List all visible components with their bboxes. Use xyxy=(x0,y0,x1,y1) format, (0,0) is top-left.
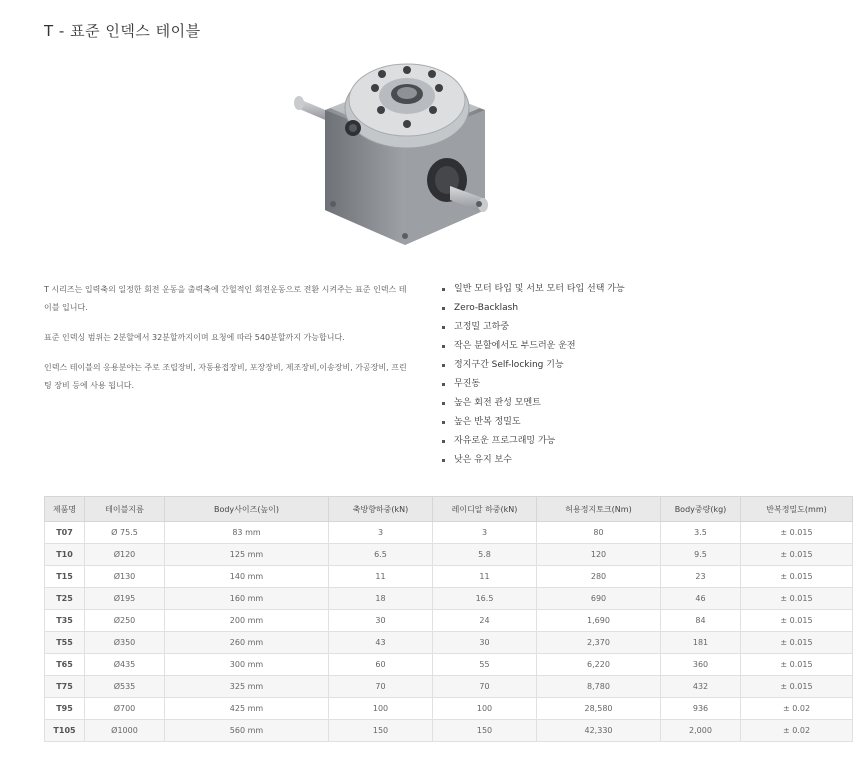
cell-model: T65 xyxy=(45,654,85,676)
header-axial-load: 축방향하중(kN) xyxy=(329,497,433,522)
cell-radial-load: 70 xyxy=(433,676,537,698)
table-row xyxy=(45,676,853,698)
cell-radial-load: 16.5 xyxy=(433,588,537,610)
table-row xyxy=(45,588,853,610)
header-body-size: Body사이즈(높이) xyxy=(165,497,329,522)
cell-holding-torque: 6,220 xyxy=(537,654,661,676)
cell-repeatability: ± 0.015 xyxy=(741,566,853,588)
feature-item: 정지구간 Self-locking 기능 xyxy=(440,358,770,377)
feature-item: 자유로운 프로그래밍 가능 xyxy=(440,434,770,453)
table-row xyxy=(45,522,853,544)
table-row xyxy=(45,610,853,632)
cell-repeatability: ± 0.015 xyxy=(741,610,853,632)
cell-body-weight: 46 xyxy=(661,588,741,610)
table-row xyxy=(45,544,853,566)
table-row xyxy=(45,566,853,588)
cell-axial-load: 150 xyxy=(329,720,433,742)
cell-body-size: 560 mm xyxy=(165,720,329,742)
cell-diameter: Ø 75.5 xyxy=(85,522,165,544)
feature-item: 높은 회전 관성 모멘트 xyxy=(440,396,770,415)
cell-body-weight: 23 xyxy=(661,566,741,588)
cell-model: T35 xyxy=(45,610,85,632)
table-row xyxy=(45,654,853,676)
cell-model: T55 xyxy=(45,632,85,654)
cell-repeatability: ± 0.015 xyxy=(741,544,853,566)
cell-body-weight: 3.5 xyxy=(661,522,741,544)
feature-item: 높은 반복 정밀도 xyxy=(440,415,770,434)
cell-holding-torque: 1,690 xyxy=(537,610,661,632)
cell-repeatability: ± 0.015 xyxy=(741,654,853,676)
cell-body-size: 140 mm xyxy=(165,566,329,588)
cell-body-weight: 936 xyxy=(661,698,741,720)
table-row xyxy=(45,720,853,742)
cell-body-size: 200 mm xyxy=(165,610,329,632)
cell-repeatability: ± 0.02 xyxy=(741,698,853,720)
cell-model: T75 xyxy=(45,676,85,698)
cell-radial-load: 30 xyxy=(433,632,537,654)
cell-model: T95 xyxy=(45,698,85,720)
product-description xyxy=(44,281,409,407)
feature-item: 무진동 xyxy=(440,377,770,396)
feature-item: 고정밀 고하중 xyxy=(440,320,770,339)
cell-holding-torque: 120 xyxy=(537,544,661,566)
description-paragraph-2: 표준 인덱싱 범위는 2분할에서 32분할까지이며 요청에 따라 540분할까지 가능합니다. xyxy=(44,333,345,342)
cell-repeatability: ± 0.015 xyxy=(741,676,853,698)
cell-body-weight: 181 xyxy=(661,632,741,654)
cell-holding-torque: 280 xyxy=(537,566,661,588)
header-model: 제품명 xyxy=(45,497,85,522)
cell-body-size: 125 mm xyxy=(165,544,329,566)
cell-repeatability: ± 0.015 xyxy=(741,522,853,544)
cell-diameter: Ø1000 xyxy=(85,720,165,742)
cell-radial-load: 11 xyxy=(433,566,537,588)
cell-body-size: 160 mm xyxy=(165,588,329,610)
cell-radial-load: 24 xyxy=(433,610,537,632)
cell-axial-load: 60 xyxy=(329,654,433,676)
cell-body-weight: 360 xyxy=(661,654,741,676)
cell-holding-torque: 28,580 xyxy=(537,698,661,720)
cell-axial-load: 6.5 xyxy=(329,544,433,566)
cell-body-weight: 432 xyxy=(661,676,741,698)
cell-holding-torque: 8,780 xyxy=(537,676,661,698)
cell-axial-load: 70 xyxy=(329,676,433,698)
cell-radial-load: 3 xyxy=(433,522,537,544)
header-table-diameter: 테이블지름 xyxy=(85,497,165,522)
table-row xyxy=(45,698,853,720)
cell-diameter: Ø535 xyxy=(85,676,165,698)
cell-model: T07 xyxy=(45,522,85,544)
cell-axial-load: 30 xyxy=(329,610,433,632)
feature-item: 작은 분할에서도 부드러운 운전 xyxy=(440,339,770,358)
cell-body-weight: 2,000 xyxy=(661,720,741,742)
cell-diameter: Ø350 xyxy=(85,632,165,654)
description-paragraph-1: T 시리즈는 입력축의 일정한 회전 운동을 출력축에 간헐적인 회전운동으로 전환 시켜주는 표준 인덱스 테이블 입니다. xyxy=(44,285,407,312)
cell-radial-load: 150 xyxy=(433,720,537,742)
cell-body-size: 425 mm xyxy=(165,698,329,720)
cell-body-size: 260 mm xyxy=(165,632,329,654)
cell-model: T10 xyxy=(45,544,85,566)
page-title: T - 표준 인덱스 테이블 xyxy=(44,22,201,40)
cell-body-size: 300 mm xyxy=(165,654,329,676)
feature-item: 낮은 유지 보수 xyxy=(440,453,770,472)
cell-radial-load: 100 xyxy=(433,698,537,720)
cell-axial-load: 43 xyxy=(329,632,433,654)
cell-holding-torque: 690 xyxy=(537,588,661,610)
cell-body-size: 325 mm xyxy=(165,676,329,698)
feature-item: 일반 모터 타입 및 서보 모터 타입 선택 가능 xyxy=(440,282,770,301)
cell-model: T15 xyxy=(45,566,85,588)
spec-table xyxy=(44,496,853,742)
cell-diameter: Ø120 xyxy=(85,544,165,566)
cell-body-weight: 9.5 xyxy=(661,544,741,566)
header-repeatability: 반복정밀도(mm) xyxy=(741,497,853,522)
cell-axial-load: 3 xyxy=(329,522,433,544)
cell-diameter: Ø250 xyxy=(85,610,165,632)
feature-list xyxy=(440,282,770,472)
table-row xyxy=(45,632,853,654)
cell-diameter: Ø700 xyxy=(85,698,165,720)
cell-body-weight: 84 xyxy=(661,610,741,632)
feature-item: Zero-Backlash xyxy=(440,301,770,320)
cell-axial-load: 100 xyxy=(329,698,433,720)
index-table-product-image xyxy=(285,40,525,260)
cell-axial-load: 11 xyxy=(329,566,433,588)
cell-holding-torque: 80 xyxy=(537,522,661,544)
header-holding-torque: 허용정지토크(Nm) xyxy=(537,497,661,522)
cell-body-size: 83 mm xyxy=(165,522,329,544)
cell-holding-torque: 2,370 xyxy=(537,632,661,654)
cell-repeatability: ± 0.015 xyxy=(741,632,853,654)
cell-diameter: Ø130 xyxy=(85,566,165,588)
header-radial-load: 레이디알 하중(kN) xyxy=(433,497,537,522)
cell-repeatability: ± 0.02 xyxy=(741,720,853,742)
cell-diameter: Ø435 xyxy=(85,654,165,676)
cell-diameter: Ø195 xyxy=(85,588,165,610)
table-header-row xyxy=(45,497,853,522)
cell-radial-load: 5.8 xyxy=(433,544,537,566)
cell-radial-load: 55 xyxy=(433,654,537,676)
header-body-weight: Body중량(kg) xyxy=(661,497,741,522)
cell-repeatability: ± 0.015 xyxy=(741,588,853,610)
cell-model: T25 xyxy=(45,588,85,610)
cell-axial-load: 18 xyxy=(329,588,433,610)
cell-model: T105 xyxy=(45,720,85,742)
description-paragraph-3: 인덱스 테이블의 응용분야는 주로 조립장비, 자동용접장비, 포장장비, 제조장비,이송장비, 가공장비, 프린팅 장비 등에 사용 됩니다. xyxy=(44,363,407,390)
cell-holding-torque: 42,330 xyxy=(537,720,661,742)
